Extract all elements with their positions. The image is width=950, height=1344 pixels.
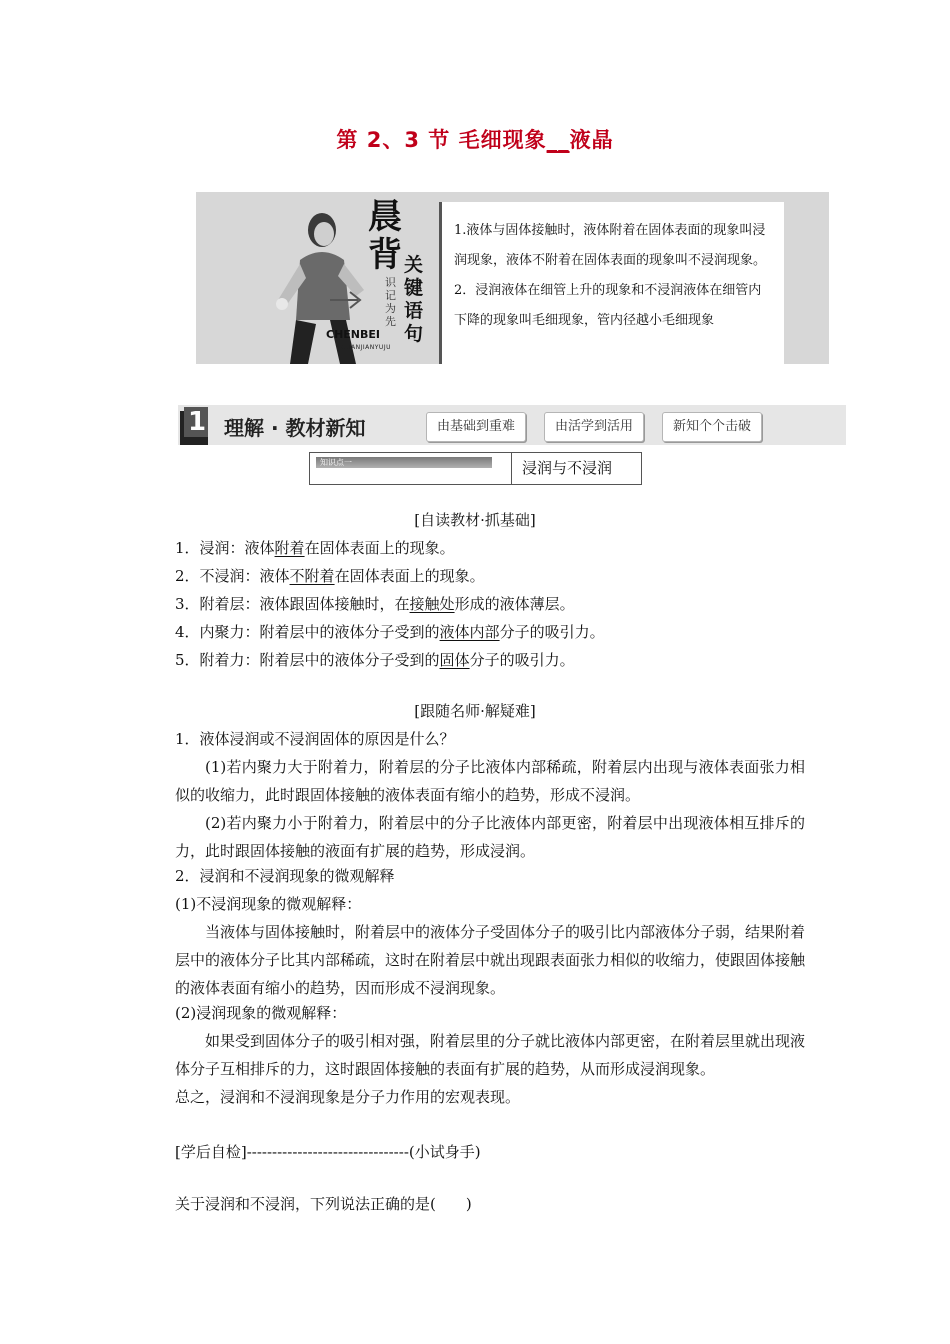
question-heading: 2．浸润和不浸润现象的微观解释	[175, 867, 395, 885]
banner-keyword: 关键语句	[404, 254, 424, 345]
banner-chen-char: 晨	[368, 197, 402, 237]
definition-item: 4．内聚力：附着层中的液体分子受到的液体内部分子的吸引力。	[175, 623, 605, 641]
paragraph: 如果受到固体分子的吸引相对强，附着层里的分子就比液体内部更密，在附着层里就出现液体分子互相排斥的力，这时跟固体接触的表面有扩展的趋势，从而形成浸润现象。	[175, 1032, 806, 1078]
banner-bei-char: 背	[368, 235, 402, 275]
break-through-button[interactable]: 新知个个击破	[662, 412, 762, 442]
self-read-heading: [自读教材·抓基础]	[414, 511, 536, 529]
definition-item: 5．附着力：附着层中的液体分子受到的固体分子的吸引力。	[175, 651, 575, 669]
section-header	[178, 405, 846, 445]
morning-recite-banner	[196, 192, 829, 364]
quiz-question: 关于浸润和不浸润，下列说法正确的是( )	[175, 1195, 472, 1213]
sub-heading: (1)不浸润现象的微观解释：	[175, 895, 362, 913]
learn-to-apply-button[interactable]: 由活学到活用	[544, 412, 644, 442]
knowledge-point-box	[309, 452, 642, 485]
teacher-heading: [跟随名师·解疑难]	[414, 702, 536, 720]
question-heading: 1．液体浸润或不浸润固体的原因是什么？	[175, 730, 455, 748]
page-title	[0, 124, 950, 154]
sub-heading: (2)浸润现象的微观解释：	[175, 1004, 347, 1022]
title-sep: __	[546, 128, 570, 152]
section-number: 1	[188, 407, 207, 437]
summary: 总之，浸润和不浸润现象是分子力作用的宏观表现。	[175, 1088, 521, 1106]
basic-to-hard-button[interactable]: 由基础到重难	[426, 412, 526, 442]
self-check-heading: [学后自检]--------------------------------(小试身手)	[175, 1143, 481, 1161]
key-sentence-1: 1.液体与固体接触时，液体附着在固体表面的现象叫浸润现象，液体不附着在固体表面的现象叫不浸润现象。	[454, 223, 767, 268]
banner-english-sub: GUANJIANYUJU	[341, 344, 391, 351]
arrow-icon	[328, 288, 368, 312]
definition-item: 2．不浸润：液体不附着在固体表面上的现象。	[175, 567, 485, 585]
key-sentence-2: 2．浸润液体在细管上升的现象和不浸润液体在细管内下降的现象叫毛细现象，管内径越小毛细现象	[454, 283, 762, 328]
title-suffix: 液晶	[569, 128, 614, 152]
key-sentences-box	[439, 202, 784, 364]
banner-subtitle: 识记为先	[385, 276, 396, 328]
paragraph: 当液体与固体接触时，附着层中的液体分子受固体分子的吸引比内部液体分子弱，结果附着层中的液体分子比其内部稀疏，这时在附着层中就出现跟表面张力相似的收缩力，使跟固体接触的液体表面有缩小的趋势，因而形成不浸润现象。	[175, 923, 806, 997]
paragraph: (1)若内聚力大于附着力，附着层的分子比液体内部稀疏，附着层内出现与液体表面张力相似的收缩力，此时跟固体接触的液体表面有缩小的趋势，形成不浸润。 (2)若内聚力小于附着力，附着层中的分子比液体内部更密，附着层中出现液体相互排斥的力，此时跟固体接触的液面有扩展的趋势，形成浸润。	[175, 758, 805, 860]
knowledge-point-tag: 知识点一	[316, 457, 492, 468]
section-title: 理解 · 教材新知	[224, 416, 366, 440]
divider	[511, 453, 512, 484]
definition-item: 3．附着层：液体跟固体接触时，在接触处形成的液体薄层。	[175, 595, 575, 613]
knowledge-point-title: 浸润与不浸润	[522, 459, 613, 477]
title-prefix: 第 2、3 节 毛细现象	[336, 128, 547, 152]
banner-english: CHENBEI	[326, 328, 380, 341]
definition-item: 1．浸润：液体附着在固体表面上的现象。	[175, 539, 455, 557]
